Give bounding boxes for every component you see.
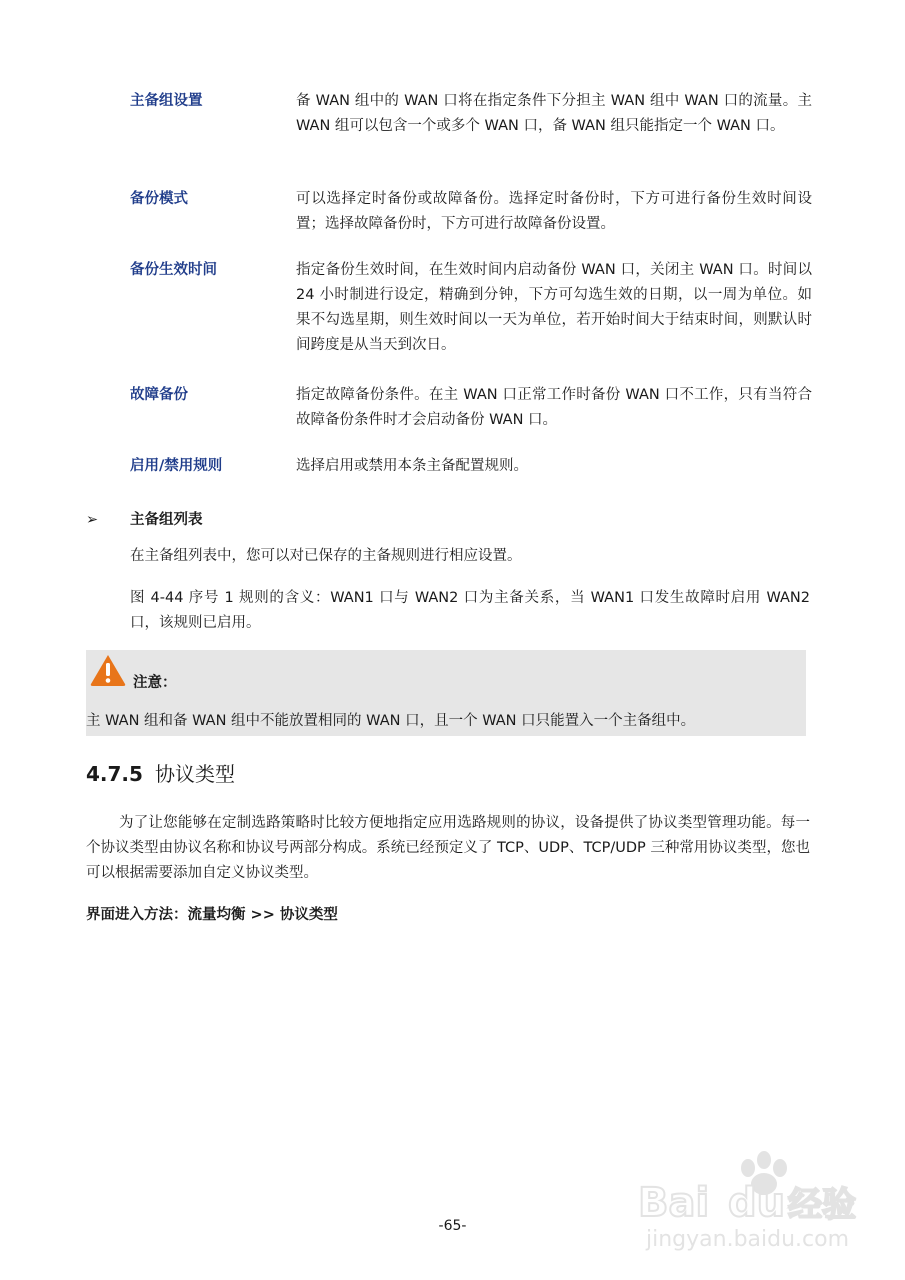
note-text: 主 WAN 组和备 WAN 组中不能放置相同的 WAN 口，且一个 WAN 口只能置入一个主备组中。 xyxy=(86,713,696,729)
arrow-bullet-icon: ➢ xyxy=(86,512,99,528)
svg-text:du: du xyxy=(728,1180,786,1226)
def-text-enable-disable-rule: 选择启用或禁用本条主备配置规则。 xyxy=(296,458,528,474)
note-title: 注意： xyxy=(133,675,177,691)
def-text-backup-time: 指定备份生效时间，在生效时间内启动备份 WAN 口，关闭主 WAN 口。时间以 24 小时制进行设定，精确到分钟，下方可勾选生效的日期，以一周为单位。如果不勾选星期，则生效时间以一天为单位，若开始时间大于结束时间，则默认时间跨度是从当天到次日。 xyxy=(296,262,812,353)
note-box xyxy=(86,650,806,736)
def-label-primary-backup-group: 主备组设置 xyxy=(130,93,203,109)
bullet-paragraph-1: 在主备组列表中，您可以对已保存的主备规则进行相应设置。 xyxy=(130,548,522,564)
bullet-paragraph-2: 图 4-44 序号 1 规则的含义：WAN1 口与 WAN2 口为主备关系，当 WAN1 口发生故障时启用 WAN2 口，该规则已启用。 xyxy=(130,590,810,631)
svg-text:经验: 经验 xyxy=(788,1185,856,1225)
navigation-path: 界面进入方法：流量均衡 >> 协议类型 xyxy=(86,907,338,923)
svg-text:Bai: Bai xyxy=(638,1180,710,1226)
warning-icon xyxy=(89,653,127,687)
def-label-enable-disable-rule: 启用/禁用规则 xyxy=(130,458,223,474)
bullet-title: 主备组列表 xyxy=(130,512,203,528)
def-text-primary-backup-group: 备 WAN 组中的 WAN 口将在指定条件下分担主 WAN 组中 WAN 口的流量。主 WAN 组可以包含一个或多个 WAN 口，备 WAN 组只能指定一个 WAN 口。 xyxy=(296,93,812,134)
def-text-failure-backup: 指定故障备份条件。在主 WAN 口正常工作时备份 WAN 口不工作，只有当符合故障备份条件时才会启动备份 WAN 口。 xyxy=(296,387,812,428)
def-text-backup-mode: 可以选择定时备份或故障备份。选择定时备份时，下方可进行备份生效时间设置；选择故障备份时，下方可进行故障备份设置。 xyxy=(296,191,812,232)
bullet-heading xyxy=(86,508,203,532)
section-title: 协议类型 xyxy=(154,762,235,786)
section-heading xyxy=(86,760,235,788)
baidu-jingyan-watermark xyxy=(628,1138,888,1258)
section-intro: 为了让您能够在定制选路策略时比较方便地指定应用选路规则的协议，设备提供了协议类型管理功能。每一个协议类型由协议名称和协议号两部分构成。系统已经预定义了 TCP、UDP、TCP/UDP 三种常用协议类型，您也可以根据需要添加自定义协议类型。 xyxy=(86,815,810,881)
def-label-backup-mode: 备份模式 xyxy=(130,191,188,207)
def-label-backup-time: 备份生效时间 xyxy=(130,262,217,278)
def-label-failure-backup: 故障备份 xyxy=(130,387,188,403)
svg-text:jingyan.baidu.com: jingyan.baidu.com xyxy=(646,1227,850,1252)
section-number: 4.7.5 xyxy=(86,762,143,786)
page-number: -65- xyxy=(438,1218,467,1234)
